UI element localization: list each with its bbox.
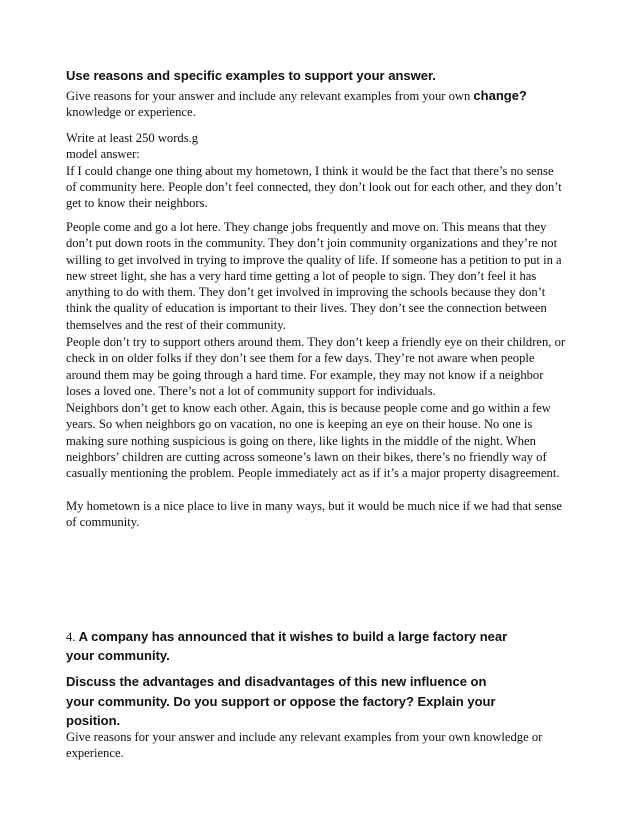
paragraph-5-line: of community. — [66, 515, 140, 530]
reasons-line-2: knowledge or experience. — [66, 105, 196, 120]
paragraph-1-line: get to know their neighbors. — [66, 196, 208, 211]
word-count: Write at least 250 words.g — [66, 131, 199, 145]
question-4-title — [66, 627, 586, 665]
paragraph-4-line: making sure nothing suspicious is going on there, like lights in the middle of the night. When — [66, 433, 536, 448]
paragraph-2-line: don’t put down roots in the community. They don’t join community organizations and they’re not — [66, 236, 558, 251]
paragraph-2-line: anything to do with them. They don’t get involved in improving the schools because they don’t — [66, 285, 546, 300]
q4-reasons-line: experience. — [66, 746, 124, 761]
paragraph-1-line: of community here. People don’t feel connected, they don’t look out for each other, and they don’t — [66, 179, 562, 194]
discuss-line: your community. Do you support or oppose the factory? Explain your — [66, 693, 496, 709]
question-3-heading: Use reasons and specific examples to support your answer. — [66, 68, 436, 83]
model-answer-label: model answer: — [66, 147, 140, 162]
paragraph-4-line: casually mentioning the problem. People immediately act as if it’s a major property disagreement. — [66, 466, 560, 481]
paragraph-4-line: neighbors’ children are cutting across someone’s lawn on their bikes, there’s no friendly way of — [66, 449, 547, 464]
discuss-line: Discuss the advantages and disadvantages of this new influence on — [66, 674, 487, 689]
paragraph-2-line: themselves and the rest of their community. — [66, 317, 286, 332]
paragraph-4 — [66, 400, 586, 481]
paragraph-4-line: years. So when neighbors go on vacation, no one is keeping an eye on their house. No one is — [66, 417, 533, 432]
question-3-instructions — [66, 88, 586, 121]
paragraph-2-line: People come and go a lot here. They change jobs frequently and move on. This means that they — [66, 220, 547, 234]
paragraph-2 — [66, 219, 586, 333]
paragraph-2-line: think the quality of education is important to their lives. They don’t see the connection between — [66, 301, 547, 316]
q4-reasons-line: Give reasons for your answer and include any relevant examples from your own knowledge or — [66, 730, 543, 744]
discuss-line: position. — [66, 713, 121, 728]
paragraph-2-line: willing to get involved in trying to improve the quality of life. If someone has a petition to put in a — [66, 252, 562, 267]
reasons-text: Give reasons for your answer and include any relevant examples from your own — [66, 89, 474, 103]
paragraph-3-line: around them may be going through a hard time. For example, they may not know if a neighbor — [66, 367, 544, 382]
word-count-block — [66, 130, 586, 211]
question-4-discuss — [66, 672, 586, 731]
question-4-title-line: A company has announced that it wishes to build a large factory near — [78, 629, 508, 644]
paragraph-3-line: People don’t try to support others around them. They don’t keep a friendly eye on their children, or — [66, 335, 566, 349]
paragraph-3-line: check in on older folks if they don’t see them for a few days. They’re not aware when people — [66, 351, 535, 366]
paragraph-3-line: loses a loved one. There’s not a lot of community support for individuals. — [66, 383, 436, 398]
paragraph-1-line: If I could change one thing about my hometown, I think it would be the fact that there’s no sense — [66, 163, 554, 178]
question-4-instructions — [66, 729, 586, 762]
question-4-title-line: your community. — [66, 648, 170, 663]
paragraph-3 — [66, 334, 586, 399]
reasons-line — [66, 88, 586, 104]
paragraph-4-line: Neighbors don’t get to know each other. Again, this is because people come and go within a few — [66, 401, 551, 415]
change-word: change? — [473, 88, 527, 103]
question-4-number: 4. — [66, 630, 79, 644]
paragraph-2-line: new street light, she has a very hard time getting a lot of people to sign. They don’t feel it has — [66, 268, 537, 283]
question-3-header — [66, 68, 586, 83]
paragraph-5-line: My hometown is a nice place to live in many ways, but it would be much nice if we had that sense — [66, 499, 562, 513]
paragraph-5 — [66, 498, 586, 531]
